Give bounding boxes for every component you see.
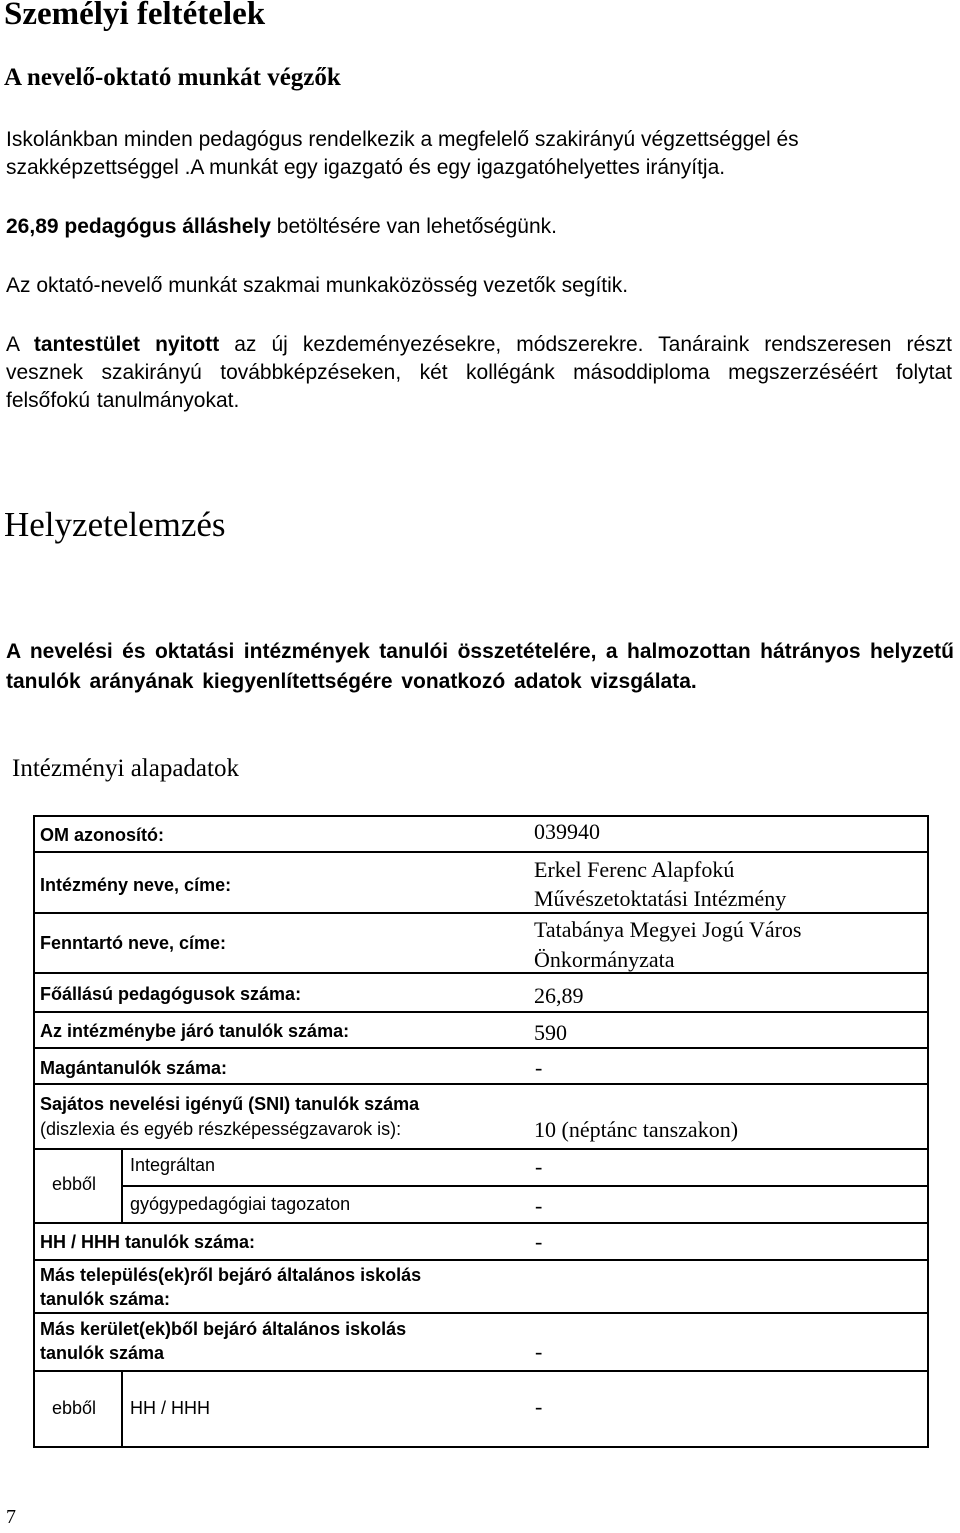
paragraph-staff-openness [6, 331, 952, 415]
special-class-value: - [535, 1193, 543, 1218]
other-town-label-line1: Más település(ek)ről bejáró általános iskolás [40, 1265, 422, 1285]
om-value: 039940 [534, 819, 600, 844]
column-separator [121, 1148, 123, 1222]
paragraph-text: az új kezdeményezésekre, módszerekre. Tanáraink rendszeresen részt vesznek szakirányú továbbképzéseken, két kollégánk másoddiploma megszerzéséért folytat felsőfokú tanulmányokat. [6, 333, 952, 412]
row-separator [33, 912, 929, 914]
row-separator [33, 851, 929, 853]
row-separator [33, 1047, 929, 1049]
table-border-top [33, 815, 929, 817]
hh-count-value: - [535, 1229, 543, 1254]
other-district-label-line2: tanulók száma [40, 1343, 165, 1363]
other-town-label-line2: tanulók száma: [40, 1289, 171, 1309]
ebbol-label: ebből [52, 1174, 97, 1194]
bold-text: tantestület nyitott [33, 333, 220, 356]
paragraph-line: szakképzettséggel .A munkát egy igazgató és egy igazgatóhelyettes irányítja. [6, 156, 726, 179]
paragraph-line: Iskolánkban minden pedagógus rendelkezik a megfelelő szakirányú végzettséggel és [6, 128, 799, 151]
hh-count-label: HH / HHH tanulók száma: [40, 1232, 256, 1252]
students-count-label: Az intézménybe járó tanulók száma: [40, 1021, 350, 1041]
page-number: 7 [6, 1506, 16, 1528]
hh2-label: HH / HHH [130, 1398, 210, 1418]
row-separator [33, 1370, 929, 1372]
bold-text: 26,89 pedagógus álláshely [6, 215, 271, 238]
maintainer-label: Fenntartó neve, címe: [40, 933, 227, 953]
private-students-label: Magántanulók száma: [40, 1058, 228, 1078]
maintainer-value-line1: Tatabánya Megyei Jogú Város [534, 917, 802, 942]
table-border-left [33, 815, 35, 1448]
row-separator [33, 1259, 929, 1261]
row-separator [33, 1312, 929, 1314]
om-label: OM azonosító: [40, 825, 164, 845]
other-district-label-line1: Más kerület(ek)ből bejáró általános iskolás [40, 1319, 407, 1339]
paragraph-leaders: Az oktató-nevelő munkát szakmai munkaközösség vezetők segítik. [6, 274, 629, 297]
students-count-value: 590 [534, 1020, 567, 1045]
integrated-value: - [535, 1154, 543, 1179]
hh2-value: - [535, 1394, 543, 1419]
teachers-count-label: Főállású pedagógusok száma: [40, 984, 302, 1004]
page-title: Személyi feltételek [4, 0, 266, 32]
table-border-right [927, 815, 929, 1448]
row-separator [33, 1011, 929, 1013]
paragraph-analysis: A nevelési és oktatási intézmények tanulói összetételére, a halmozottan hátrányos helyzetű tanulók arányának kiegyenlítettségére vonatkozó adatok vizsgálata. [6, 640, 954, 693]
paragraph-text: betöltésére van lehetőségünk. [270, 215, 557, 238]
sni-value: 10 (néptánc tanszakon) [534, 1117, 739, 1142]
paragraph-staff [6, 126, 799, 182]
row-separator [33, 1222, 929, 1224]
ebbol-label: ebből [52, 1398, 97, 1418]
institution-name-label: Intézmény neve, címe: [40, 875, 232, 895]
section-subtitle: A nevelő-oktató munkát végzők [4, 64, 341, 91]
institution-name-value-line1: Erkel Ferenc Alapfokú [534, 857, 735, 882]
table-border-bottom [33, 1446, 929, 1448]
maintainer-value-line2: Önkormányzata [534, 947, 675, 972]
other-district-value: - [535, 1339, 543, 1364]
row-separator [33, 1148, 929, 1150]
private-students-value: - [535, 1055, 543, 1080]
row-separator [33, 972, 929, 974]
row-separator [123, 1185, 929, 1187]
institution-name-value-line2: Művészetoktatási Intézmény [534, 886, 787, 911]
special-class-label: gyógypedagógiai tagozaton [130, 1194, 351, 1214]
sni-label-line1: Sajátos nevelési igényű (SNI) tanulók száma [40, 1094, 420, 1114]
institution-data-table [33, 815, 929, 1448]
section-heading-situation: Helyzetelemzés [4, 505, 226, 544]
paragraph-positions [6, 213, 557, 241]
integrated-label: Integráltan [130, 1155, 216, 1175]
sni-label-line2: (diszlexia és egyéb részképességzavarok is): [40, 1119, 402, 1139]
teachers-count-value: 26,89 [534, 983, 584, 1008]
row-separator [33, 1083, 929, 1085]
section-heading-basic-data: Intézményi alapadatok [12, 755, 239, 782]
paragraph-text: A [6, 333, 34, 356]
column-separator [121, 1370, 123, 1448]
